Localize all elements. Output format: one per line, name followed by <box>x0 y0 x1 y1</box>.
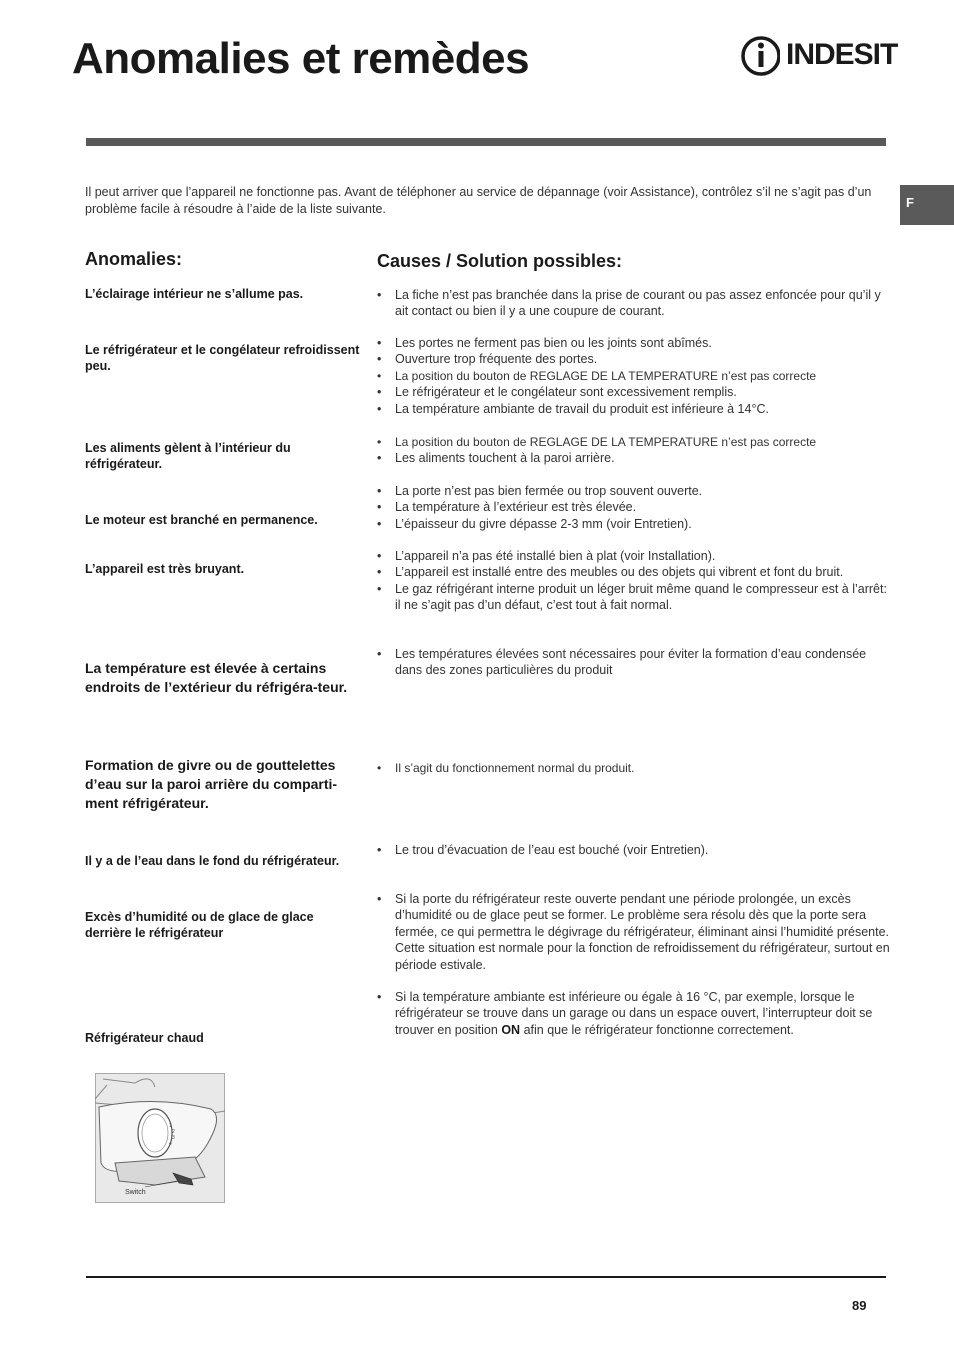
anomaly-text: Excès d’humidité ou de glace de glace derrière le réfrigérateur <box>85 910 314 940</box>
cause-item: • La porte n’est pas bien fermée ou trop souvent ouverte. <box>377 483 892 499</box>
cause-item: • Si la porte du réfrigérateur reste ouverte pendant une période prolongée, un excès d’humidité ou de glace peut se former. Le problème sera résolu dès que la porte sera fermée, ce qui permettra le dégivrage du réfrigérateur, éliminant ainsi l’humidité présente. Cette situation est normale pour la fonction de refroidissement du réfrigérateur, surtout en période estivale. <box>377 891 892 973</box>
anomaly-text: Il y a de l’eau dans le fond du réfrigérateur. <box>85 854 340 868</box>
cause-item: • Le réfrigérateur et le congélateur sont excessivement remplis. <box>377 384 892 400</box>
brand-name: INDESIT <box>786 38 898 71</box>
page-number: 89 <box>852 1298 867 1313</box>
switch-illustration <box>95 1073 225 1203</box>
cause-item: • L’épaisseur du givre dépasse 2-3 mm (voir Entretien). <box>377 516 892 532</box>
anomaly-text: L’appareil est très bruyant. <box>85 562 245 576</box>
cause-item: • Les aliments touchent à la paroi arrière. <box>377 450 892 466</box>
cause-item: • L’appareil n’a pas été installé bien à plat (voir Installation). <box>377 548 892 564</box>
cause-list <box>377 548 892 614</box>
cause-text: afin que le réfrigérateur fonctionne correctement. <box>523 1022 794 1037</box>
cause-item: • Il s’agit du fonctionnement normal du produit. <box>377 760 892 776</box>
cause-list <box>377 760 892 776</box>
dial-mark: 3 <box>172 1135 175 1141</box>
anomaly-text: Formation de givre ou de gouttelettes d’eau sur la paroi arrière du comparti-ment réfrigérateur. <box>85 757 338 811</box>
causes-heading: Causes / Solution possibles: <box>377 251 623 271</box>
language-tab <box>900 185 954 225</box>
cause-item: • Les portes ne ferment pas bien ou les joints sont abîmés. <box>377 335 892 351</box>
header-divider <box>86 138 886 146</box>
anomaly-text: Les aliments gèlent à l’intérieur du réfrigérateur. <box>85 441 291 471</box>
cause-list <box>377 335 892 417</box>
anomaly-text: Le réfrigérateur et le congélateur refroidissent peu. <box>85 343 360 373</box>
switch-label: Switch <box>125 1189 146 1196</box>
dial-mark: 4 <box>169 1141 172 1147</box>
cause-item: • La fiche n’est pas branchée dans la prise de courant ou pas assez enfoncée pour qu’il y ait contact ou bien il y a une coupure de courant. <box>377 287 892 320</box>
cause-text: Si la température ambiante est inférieure ou égale à 16 °C, par exemple, lorsque le réfrigérateur se trouve dans un garage ou dans un espace ouvert, l’interrupteur doit se trouver en position <box>395 990 873 1037</box>
cause-item: • Le gaz réfrigérant interne produit un léger bruit même quand le compresseur est à l’arrêt: il ne s’agit pas d’un défaut, c’est tout à fait normal. <box>377 581 892 614</box>
dial-mark: 1 <box>169 1123 172 1129</box>
cause-item: • Le trou d’évacuation de l’eau est bouché (voir Entretien). <box>377 842 892 858</box>
cause-item <box>377 989 892 1038</box>
cause-item: • Ouverture trop fréquente des portes. <box>377 351 892 367</box>
brand-i-icon <box>740 34 780 78</box>
cause-item: • La position du bouton de REGLAGE DE LA TEMPERATURE n’est pas correcte <box>377 368 892 384</box>
anomaly-text: Réfrigérateur chaud <box>85 1031 204 1045</box>
cause-item: • L’appareil est installé entre des meubles ou des objets qui vibrent et font du bruit. <box>377 564 892 580</box>
anomalies-heading: Anomalies: <box>85 249 183 269</box>
cause-list <box>377 891 892 973</box>
indesit-logo <box>740 34 900 78</box>
dial-mark: 2 <box>172 1129 175 1135</box>
cause-list <box>377 989 892 1038</box>
on-position-label: ON <box>501 1022 521 1037</box>
language-tab-label: F <box>906 195 914 210</box>
anomaly-text: La température est élevée à certains endroits de l’extérieur du réfrigéra-teur. <box>85 660 348 695</box>
cause-item: • Les températures élevées sont nécessaires pour éviter la formation d’eau condensée dans des zones particulières du produit <box>377 646 867 679</box>
intro-paragraph: Il peut arriver que l’appareil ne fonctionne pas. Avant de téléphoner au service de dépannage (voir Assistance), contrôlez s’il ne s’agit pas d’un problème facile à résoudre à l’aide de la liste suivante. <box>85 185 872 216</box>
cause-list <box>377 483 892 532</box>
cause-list <box>377 434 892 467</box>
cause-item: • La température ambiante de travail du produit est inférieure à 14°C. <box>377 401 892 417</box>
cause-item: • La position du bouton de REGLAGE DE LA TEMPERATURE n’est pas correcte <box>377 434 892 450</box>
cause-item: • La température à l’extérieur est très élevée. <box>377 499 892 515</box>
cause-list <box>377 287 892 320</box>
page-title: Anomalies et remèdes <box>72 34 530 83</box>
anomaly-text: L’éclairage intérieur ne s’allume pas. <box>85 287 304 301</box>
cause-list <box>377 646 867 679</box>
footer-divider <box>86 1276 886 1278</box>
cause-list <box>377 842 892 858</box>
anomaly-text: Le moteur est branché en permanence. <box>85 513 318 527</box>
